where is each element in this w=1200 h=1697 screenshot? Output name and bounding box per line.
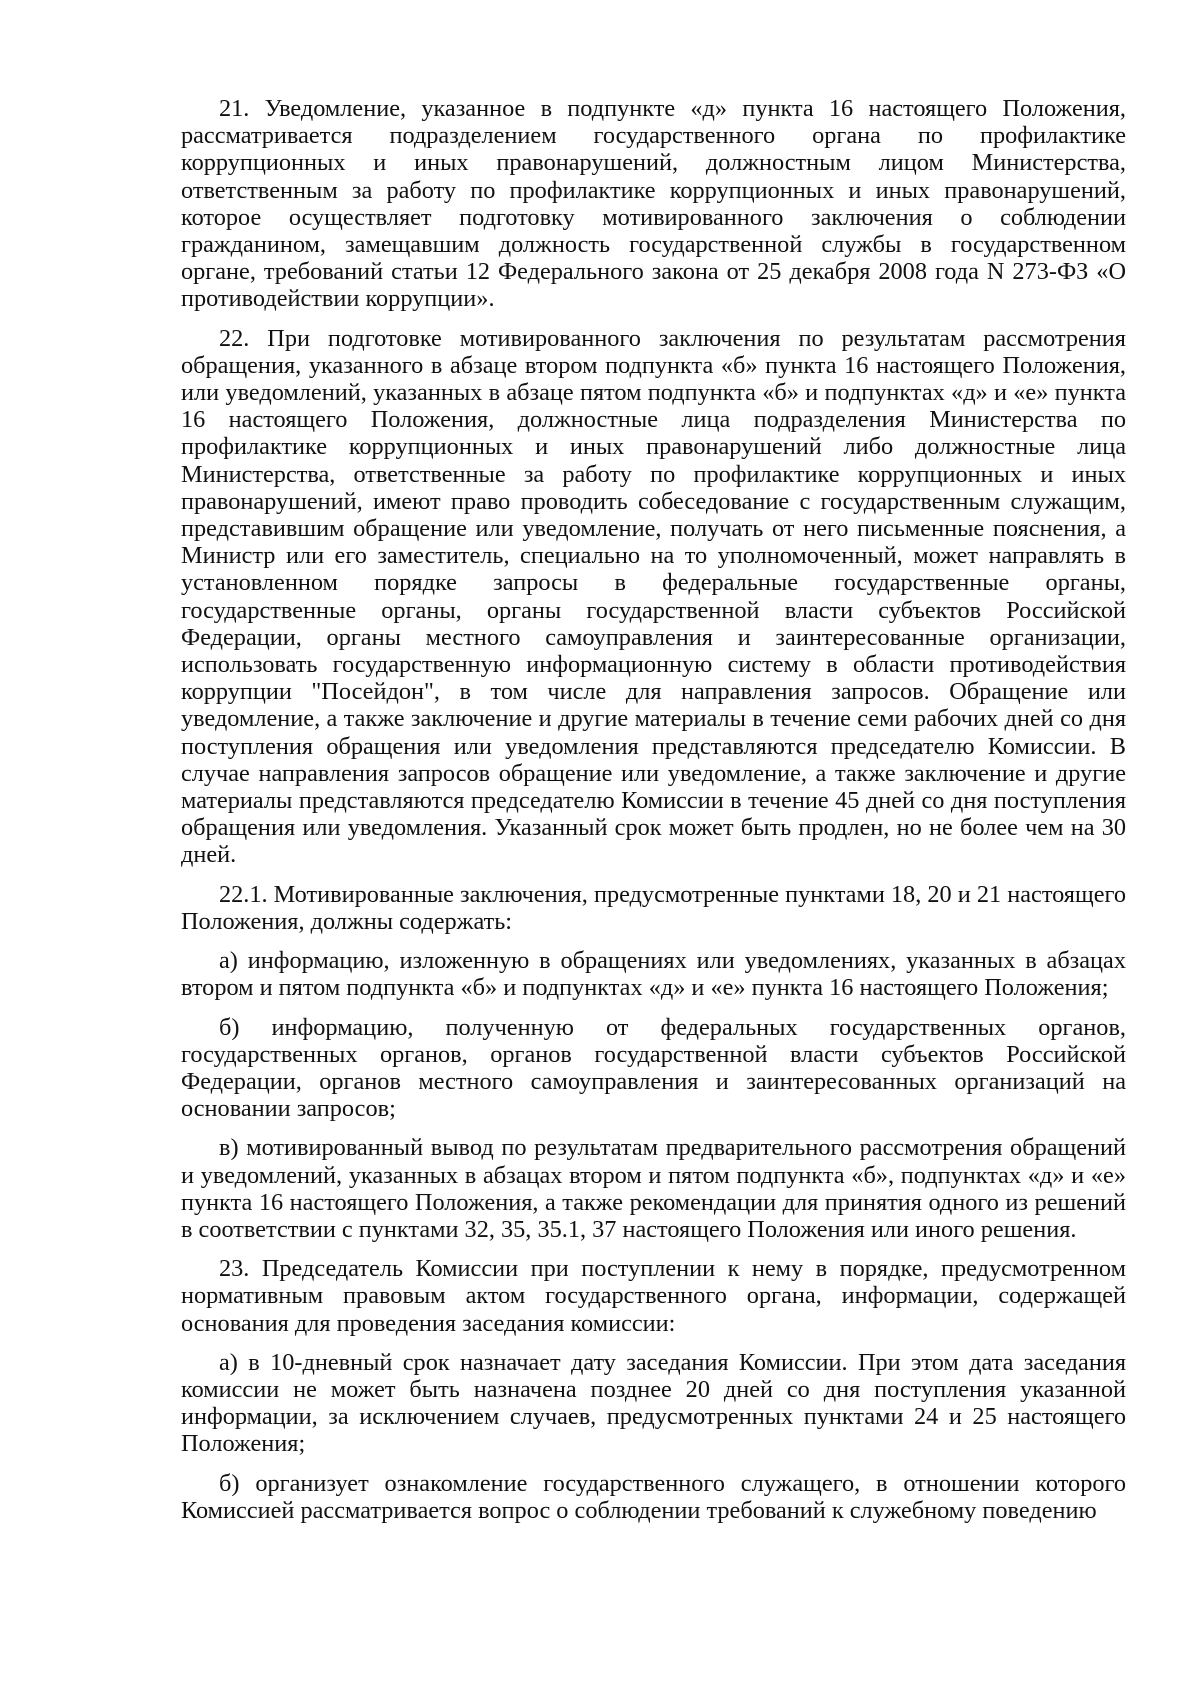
paragraph-23-a: а) в 10-дневный срок назначает дату заседания Комиссии. При этом дата заседания комиссии не может быть назначена позднее 20 дней со дня поступления указанной информации, за исключением случаев, предусмотренных пунктами 24 и 25 настоящего Положения; xyxy=(181,1348,1126,1458)
paragraph-21: 21. Уведомление, указанное в подпункте «д» пункта 16 настоящего Положения, рассматривается подразделением государственного органа по профилактике коррупционных и иных правонарушений, должностным лицом Министерства, ответственным за работу по профилактике коррупционных и иных правонарушений, которое осуществляет подготовку мотивированного заключения о соблюдении гражданином, замещавшим должность государственной службы в государственном органе, требований статьи 12 Федерального закона от 25 декабря 2008 года N 273-ФЗ «О противодействии коррупции». xyxy=(181,95,1126,313)
paragraph-22-1-a: а) информацию, изложенную в обращениях или уведомлениях, указанных в абзацах втором и пятом подпункта «б» и подпунктах «д» и «е» пункта 16 настоящего Положения; xyxy=(181,947,1126,1002)
paragraph-22: 22. При подготовке мотивированного заключения по результатам рассмотрения обращения, указанного в абзаце втором подпункта «б» пункта 16 настоящего Положения, или уведомлений, указанных в абзаце пятом подпункта «б» и подпунктах «д» и «е» пункта 16 настоящего Положения, должностные лица подразделения Министерства по профилактике коррупционных и иных правонарушений либо должностные лица Министерства, ответственные за работу по профилактике коррупционных и иных правонарушений, имеют право проводить собеседование с государственным служащим, представившим обращение или уведомление, получать от него письменные пояснения, а Министр или его заместитель, специально на то уполномоченный, может направлять в установленном порядке запросы в федеральные государственные органы, государственные органы, органы государственной власти субъектов Российской Федерации, органы местного самоуправления и заинтересованные организации, использовать государственную информационную систему в области противодействия коррупции "Посейдон", в том числе для направления запросов. Обращение или уведомление, а также заключение и другие материалы в течение семи рабочих дней со дня поступления обращения или уведомления представляются председателю Комиссии. В случае направления запросов обращение или уведомление, а также заключение и другие материалы представляются председателю Комиссии в течение 45 дней со дня поступления обращения или уведомления. Указанный срок может быть продлен, но не более чем на 30 дней. xyxy=(181,324,1126,869)
paragraph-22-1-b: б) информацию, полученную от федеральных государственных органов, государственных органов, органов государственной власти субъектов Российской Федерации, органов местного самоуправления и заинтересованных организаций на основании запросов; xyxy=(181,1013,1126,1123)
paragraph-23: 23. Председатель Комиссии при поступлении к нему в порядке, предусмотренном нормативным правовым актом государственного органа, информации, содержащей основания для проведения заседания комиссии: xyxy=(181,1255,1126,1337)
paragraph-23-b: б) организует ознакомление государственного служащего, в отношении которого Комиссией рассматривается вопрос о соблюдении требований к служебному поведению xyxy=(181,1469,1126,1524)
paragraph-22-1-v: в) мотивированный вывод по результатам предварительного рассмотрения обращений и уведомлений, указанных в абзацах втором и пятом подпункта «б», подпунктах «д» и «е» пункта 16 настоящего Положения, а также рекомендации для принятия одного из решений в соответствии с пунктами 32, 35, 35.1, 37 настоящего Положения или иного решения. xyxy=(181,1134,1126,1243)
paragraph-22-1: 22.1. Мотивированные заключения, предусмотренные пунктами 18, 20 и 21 настоящего Положения, должны содержать: xyxy=(181,880,1126,935)
document-body xyxy=(181,95,1126,1536)
